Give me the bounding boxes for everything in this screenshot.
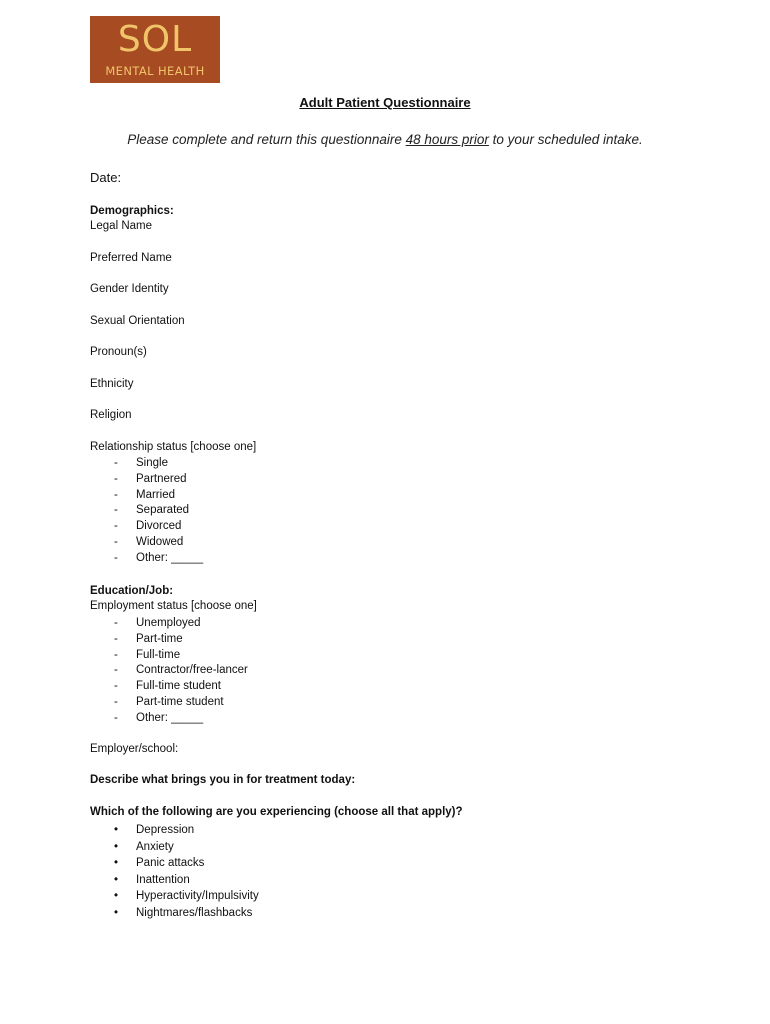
dash-marker: - <box>114 535 118 548</box>
option-label: Inattention <box>136 873 190 886</box>
option-label: Part-time <box>136 632 183 645</box>
option-label: Depression <box>136 824 195 836</box>
bullet-marker: • <box>114 890 119 902</box>
field-ethnicity: Ethnicity <box>90 378 134 390</box>
logo-tagline: MENTAL HEALTH <box>105 64 205 78</box>
page-title: Adult Patient Questionnaire <box>299 95 471 110</box>
option-label: Part-time student <box>136 695 224 708</box>
option-label: Panic attacks <box>136 857 205 869</box>
field-pronouns: Pronoun(s) <box>90 346 147 358</box>
dash-marker: - <box>114 648 118 661</box>
dash-marker: - <box>114 664 118 677</box>
employer-label: Employer/school: <box>90 743 179 755</box>
instructions-after: to your scheduled intake. <box>488 132 643 147</box>
option-label: Contractor/free-lancer <box>136 664 248 677</box>
instructions <box>0 132 770 147</box>
dash-marker: - <box>114 457 118 469</box>
option-label: Other: _____ <box>136 711 204 724</box>
demographics-heading: Demographics: <box>90 205 174 217</box>
date-label: Date: <box>90 170 122 185</box>
option-label: Single <box>136 457 168 469</box>
dash-marker: - <box>114 520 118 533</box>
dash-marker: - <box>114 551 118 564</box>
field-religion: Religion <box>90 409 132 421</box>
bullet-marker: • <box>114 873 119 886</box>
field-preferred-name: Preferred Name <box>90 252 172 264</box>
option-label: Anxiety <box>136 840 174 853</box>
employment-label: Employment status [choose one] <box>90 600 257 612</box>
field-sexual-orientation: Sexual Orientation <box>90 315 185 327</box>
relationship-label: Relationship status [choose one] <box>90 441 257 453</box>
bullet-marker: • <box>114 824 119 836</box>
dash-marker: - <box>114 504 118 517</box>
sol-logo <box>90 16 220 83</box>
option-label: Unemployed <box>136 617 201 629</box>
education-heading: Education/Job: <box>90 585 174 597</box>
option-label: Full-time <box>136 648 181 661</box>
dash-marker: - <box>114 632 118 645</box>
dash-marker: - <box>114 680 118 693</box>
dash-marker: - <box>114 617 118 629</box>
symptoms-label: Which of the following are you experiencing (choose all that apply)? <box>90 806 463 818</box>
field-gender-identity: Gender Identity <box>90 283 169 295</box>
option-label: Separated <box>136 504 190 517</box>
option-label: Widowed <box>136 535 184 548</box>
dash-marker: - <box>114 472 118 485</box>
option-label: Married <box>136 488 175 501</box>
option-label: Divorced <box>136 520 182 533</box>
option-label: Hyperactivity/Impulsivity <box>136 890 259 902</box>
option-label: Partnered <box>136 472 187 485</box>
describe-label: Describe what brings you in for treatment today: <box>90 774 356 786</box>
bullet-marker: • <box>114 857 119 869</box>
field-legal-name: Legal Name <box>90 220 153 232</box>
option-label: Full-time student <box>136 680 222 693</box>
instructions-emphasis: 48 hours prior <box>405 132 489 147</box>
bullet-marker: • <box>114 840 119 853</box>
dash-marker: - <box>114 488 118 501</box>
option-label: Nightmares/flashbacks <box>136 906 253 919</box>
bullet-marker: • <box>114 906 119 919</box>
instructions-before: Please complete and return this questionnaire <box>127 132 406 147</box>
option-label: Other: _____ <box>136 551 204 564</box>
dash-marker: - <box>114 695 118 708</box>
logo-wordmark: SOL <box>117 19 193 60</box>
dash-marker: - <box>114 711 118 724</box>
